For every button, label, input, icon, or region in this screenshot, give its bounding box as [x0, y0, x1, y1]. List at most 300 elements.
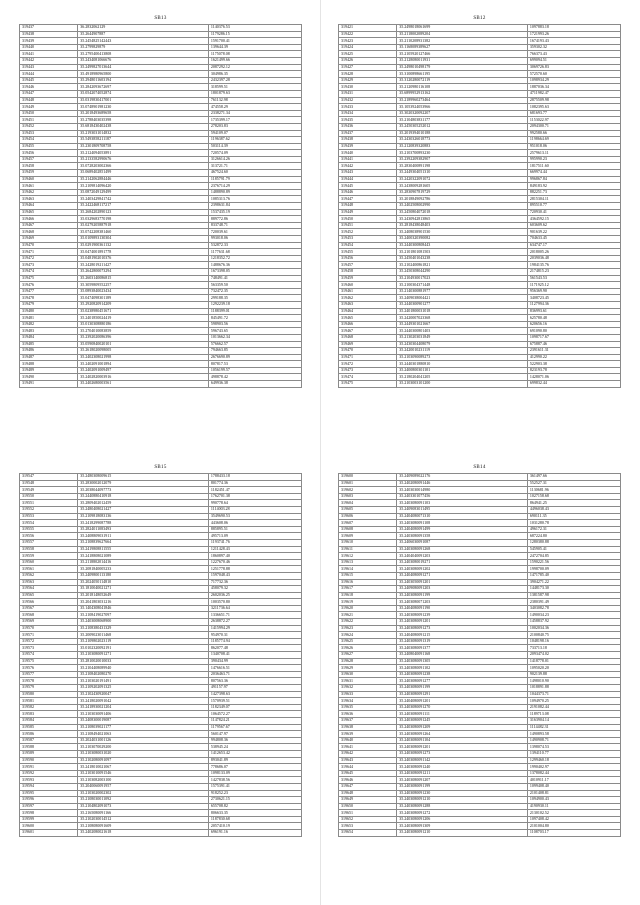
row-id-cell: 319573 — [20, 645, 78, 652]
table-row — [20, 123, 302, 130]
row-coordinate-cell: 35.2603140086815 — [78, 275, 209, 282]
row-value-cell: 1458837.92 — [527, 619, 620, 626]
row-value-cell: 1179286.15 — [208, 31, 301, 38]
table-row — [339, 506, 621, 513]
row-value-cell: 2730621.15 — [208, 797, 301, 804]
row-coordinate-cell: 35.2024050114810 — [78, 579, 209, 586]
row-coordinate-cell: 35.2403080091377 — [397, 645, 528, 652]
row-coordinate-cell: 35.2418010021067 — [78, 764, 209, 771]
table-row — [20, 315, 302, 322]
row-value-cell: 2101408.81 — [527, 790, 620, 797]
table-row — [20, 757, 302, 764]
row-value-cell: 954970.31 — [208, 632, 301, 639]
row-value-cell: 1108703.17 — [527, 830, 620, 837]
row-coordinate-cell: 35.2402080021618 — [78, 830, 209, 837]
row-value-cell: 1448173.30 — [527, 586, 620, 593]
table-row — [20, 143, 302, 150]
table-row — [20, 348, 302, 355]
row-id-cell: 319470 — [339, 348, 397, 355]
table-row — [339, 592, 621, 599]
table-row — [20, 612, 302, 619]
table-row — [339, 143, 621, 150]
row-value-cell: 1788433.18 — [208, 474, 301, 481]
row-coordinate-cell: 35.2450308044290 — [397, 268, 528, 275]
row-value-cell: 1490034.23 — [527, 612, 620, 619]
row-id-cell: 319444 — [20, 71, 78, 78]
row-coordinate-cell: 35.2408038901530 — [397, 229, 528, 236]
row-value-cell: 2579613.11 — [527, 150, 620, 157]
row-id-cell: 319645 — [339, 770, 397, 777]
table-row — [339, 803, 621, 810]
row-coordinate-cell: 35.3020320092207 — [397, 110, 528, 117]
row-value-cell: 3408723.45 — [527, 295, 620, 302]
row-coordinate-cell: 35.2404080091201 — [397, 698, 528, 705]
row-coordinate-cell: 35.2009023011468 — [78, 632, 209, 639]
table-row — [20, 150, 302, 157]
row-coordinate-cell: 35.2449304051310 — [397, 170, 528, 177]
row-id-cell: 319447 — [20, 90, 78, 97]
row-coordinate-cell: 35.2403080091210 — [397, 830, 528, 837]
row-value-cell: 807817.53 — [208, 361, 301, 368]
table-row — [339, 737, 621, 744]
row-coordinate-cell: 35.2418299087788 — [78, 520, 209, 527]
row-id-cell: 319644 — [339, 764, 397, 771]
row-id-cell: 319467 — [339, 328, 397, 335]
row-id-cell: 319488 — [20, 361, 78, 368]
row-value-cell: 412990.22 — [527, 354, 620, 361]
row-id-cell: 319446 — [20, 84, 78, 91]
row-value-cell: 833748.71 — [208, 222, 301, 229]
row-value-cell: 2130102.52 — [527, 810, 620, 817]
row-coordinate-cell: 35.2402308021998 — [78, 354, 209, 361]
table-row — [20, 474, 302, 481]
row-id-cell: 319455 — [20, 143, 78, 150]
row-value-cell: 278203.83 — [208, 123, 301, 130]
row-value-cell: 1094970.25 — [527, 698, 620, 705]
row-coordinate-cell: 35.2403080091277 — [397, 678, 528, 685]
row-coordinate-cell: 35.2104802091073 — [78, 803, 209, 810]
row-value-cell: 902139.88 — [527, 671, 620, 678]
table-row — [339, 586, 621, 593]
table-row — [339, 678, 621, 685]
row-coordinate-cell: 35.2438009281605 — [397, 183, 528, 190]
row-coordinate-cell: 35.2408809031911 — [78, 533, 209, 540]
row-value-cell: 699832.44 — [527, 381, 620, 388]
table-row — [339, 374, 621, 381]
row-value-cell: 717732.36 — [208, 579, 301, 586]
table-row — [20, 328, 302, 335]
table-row — [20, 51, 302, 58]
row-id-cell: 319441 — [339, 156, 397, 163]
row-value-cell: 2094300.71 — [527, 123, 620, 130]
row-value-cell: 1570939.51 — [208, 698, 301, 705]
row-id-cell: 319578 — [20, 678, 78, 685]
table-row — [20, 592, 302, 599]
row-coordinate-cell: 35.2418808021089 — [78, 553, 209, 560]
row-value-cell: 862077.48 — [208, 645, 301, 652]
row-id-cell: 319579 — [20, 685, 78, 692]
table-row — [20, 275, 302, 282]
row-coordinate-cell: 35.2128080011931 — [397, 57, 528, 64]
table-row — [20, 282, 302, 289]
row-value-cell: 720574.09 — [208, 150, 301, 157]
row-id-cell: 319452 — [20, 123, 78, 130]
row-value-cell: 1801879.63 — [208, 90, 301, 97]
row-value-cell: 1537435.19 — [208, 209, 301, 216]
table-row — [20, 255, 302, 262]
row-coordinate-cell: 35.2420322091072 — [397, 176, 528, 183]
row-value-cell: 2057410.19 — [208, 823, 301, 830]
row-coordinate-cell: 35.2403080091209 — [397, 724, 528, 731]
table-row — [20, 130, 302, 137]
row-value-cell: 1127994.36 — [527, 301, 620, 308]
row-value-cell: 882251.73 — [527, 189, 620, 196]
row-coordinate-cell: 35.2404080071310 — [397, 513, 528, 520]
row-coordinate-cell: 35.2101801081503 — [397, 249, 528, 256]
row-id-cell: 319478 — [20, 295, 78, 302]
row-value-cell: 359302.32 — [527, 44, 620, 51]
row-id-cell: 319422 — [339, 31, 397, 38]
row-id-cell: 319561 — [20, 566, 78, 573]
row-coordinate-cell: 35.2403080091207 — [397, 777, 528, 784]
row-id-cell: 319447 — [339, 196, 397, 203]
row-coordinate-cell: 35.2130203031849 — [397, 334, 528, 341]
row-value-cell: 675887.46 — [527, 341, 620, 348]
row-id-cell: 319446 — [339, 189, 397, 196]
row-coordinate-cell: 35.2403080091210 — [397, 797, 528, 804]
row-coordinate-cell: 35.0474098301189 — [78, 295, 209, 302]
row-coordinate-cell: 35.0319830417001 — [78, 97, 209, 104]
table-row — [20, 487, 302, 494]
table-row — [20, 493, 302, 500]
row-value-cell: 4010911.17 — [527, 777, 620, 784]
row-coordinate-cell: 35.2403080091319 — [397, 638, 528, 645]
row-coordinate-cell: 35.2428019211427 — [78, 262, 209, 269]
row-coordinate-cell: 35.2440880410918 — [78, 493, 209, 500]
row-value-cell: 522903.38 — [527, 361, 620, 368]
page-divider — [320, 0, 321, 905]
row-value-cell: 699094.51 — [527, 57, 620, 64]
row-coordinate-cell: 35.2434081066676 — [78, 57, 209, 64]
row-coordinate-cell: 35.2081840005233 — [78, 566, 209, 573]
row-id-cell: 319548 — [20, 480, 78, 487]
row-value-cell: 1098133.09 — [208, 770, 301, 777]
row-id-cell: 319608 — [339, 526, 397, 533]
table-row — [339, 242, 621, 249]
row-coordinate-cell: 35.2120980116108 — [397, 84, 528, 91]
row-id-cell: 319457 — [339, 262, 397, 269]
row-coordinate-cell: 35.2018849092786 — [397, 196, 528, 203]
row-id-cell: 319652 — [339, 816, 397, 823]
table-row — [339, 698, 621, 705]
table-row — [20, 104, 302, 111]
row-coordinate-cell: 35.2449301021667 — [397, 321, 528, 328]
table-row — [339, 38, 621, 45]
row-coordinate-cell: 35.0728203002366 — [78, 163, 209, 170]
row-value-cell: 807563.36 — [208, 678, 301, 685]
row-id-cell: 319463 — [20, 196, 78, 203]
row-value-cell: 458079.32 — [208, 586, 301, 593]
table-row — [339, 652, 621, 659]
row-coordinate-cell: 35.2403080091199 — [397, 685, 528, 692]
table-row — [339, 599, 621, 606]
table-row — [339, 354, 621, 361]
table-row — [339, 724, 621, 731]
row-id-cell: 319591 — [20, 764, 78, 771]
row-id-cell: 319601 — [20, 830, 78, 837]
row-coordinate-cell: 35.2830400891198 — [397, 163, 528, 170]
row-id-cell: 319611 — [339, 546, 397, 553]
table-row — [20, 665, 302, 672]
row-id-cell: 319465 — [339, 315, 397, 322]
row-coordinate-cell: 35.2642800073294 — [78, 268, 209, 275]
row-value-cell: 1280380.88 — [527, 539, 620, 546]
row-id-cell: 319438 — [339, 137, 397, 144]
row-coordinate-cell: 35.3120280072119 — [397, 77, 528, 84]
row-coordinate-cell: 35.2103003101200 — [397, 381, 528, 388]
table-row — [20, 77, 302, 84]
row-value-cell: 1336651.71 — [208, 612, 301, 619]
row-value-cell: 889772.86 — [208, 216, 301, 223]
table-row — [339, 361, 621, 368]
row-id-cell: 319459 — [20, 170, 78, 177]
row-value-cell: 1097883.18 — [527, 25, 620, 32]
row-value-cell: 901639.22 — [527, 229, 620, 236]
row-coordinate-cell: 35.2103080091271 — [78, 652, 209, 659]
table-row — [339, 301, 621, 308]
table-row — [339, 770, 621, 777]
row-id-cell: 319483 — [20, 328, 78, 335]
table-row — [339, 288, 621, 295]
row-id-cell: 319606 — [339, 513, 397, 520]
row-value-cell: 598903.56 — [208, 321, 301, 328]
row-coordinate-cell: 35.2142062884446 — [78, 176, 209, 183]
row-coordinate-cell: 35.2440300801403 — [397, 328, 528, 335]
table-row — [339, 520, 621, 527]
row-value-cell: 691090.80 — [527, 328, 620, 335]
row-value-cell: 3126614.26 — [208, 156, 301, 163]
row-value-cell: 1673398.05 — [208, 268, 301, 275]
row-id-cell: 319630 — [339, 671, 397, 678]
row-id-cell: 319609 — [339, 533, 397, 540]
row-id-cell: 319632 — [339, 685, 397, 692]
row-value-cell: 1044373.71 — [527, 691, 620, 698]
table-row — [20, 770, 302, 777]
row-id-cell: 319451 — [339, 222, 397, 229]
row-coordinate-cell: 35.2403080091273 — [397, 750, 528, 757]
row-id-cell: 319486 — [20, 348, 78, 355]
row-id-cell: 319604 — [339, 500, 397, 507]
table-row — [339, 744, 621, 751]
row-value-cell: 1412653.42 — [208, 750, 301, 757]
row-id-cell: 319469 — [20, 236, 78, 243]
table-row — [339, 222, 621, 229]
row-id-cell: 319620 — [339, 605, 397, 612]
row-id-cell: 319472 — [20, 255, 78, 262]
row-value-cell: 299188.35 — [208, 295, 301, 302]
table-row — [20, 526, 302, 533]
table-row — [20, 90, 302, 97]
row-value-cell: 1590221.56 — [527, 559, 620, 566]
row-coordinate-cell: 35.2403080019271 — [397, 559, 528, 566]
row-id-cell: 319653 — [339, 823, 397, 830]
row-id-cell: 319613 — [339, 559, 397, 566]
row-coordinate-cell: 35.2108494021063 — [78, 731, 209, 738]
row-value-cell: 1292239.18 — [208, 301, 301, 308]
row-value-cell: 2036463.71 — [208, 671, 301, 678]
row-value-cell: 1394110.77 — [527, 750, 620, 757]
row-id-cell: 319551 — [20, 500, 78, 507]
row-value-cell: 474558.29 — [208, 104, 301, 111]
table-row — [20, 44, 302, 51]
table-row — [20, 242, 302, 249]
row-id-cell: 319628 — [339, 658, 397, 665]
row-value-cell: 801774.36 — [208, 480, 301, 487]
row-value-cell: 139644.39 — [208, 44, 301, 51]
row-coordinate-cell: 35.2404080091499 — [397, 526, 528, 533]
row-id-cell: 319475 — [20, 275, 78, 282]
row-value-cell: 992580.66 — [527, 130, 620, 137]
table-row — [20, 632, 302, 639]
row-id-cell: 319582 — [20, 704, 78, 711]
row-value-cell: 1179567.67 — [208, 724, 301, 731]
table-row — [339, 665, 621, 672]
table-row — [20, 566, 302, 573]
row-coordinate-cell: 35.2403080091102 — [397, 665, 528, 672]
row-coordinate-cell: 35.2403080091201 — [397, 744, 528, 751]
row-id-cell: 319626 — [339, 645, 397, 652]
row-id-cell: 319421 — [339, 25, 397, 32]
row-coordinate-cell: 35.2403080091309 — [397, 823, 528, 830]
row-coordinate-cell: 35.2102030014512 — [78, 816, 209, 823]
row-value-cell: 1097408.42 — [527, 816, 620, 823]
table-row — [339, 334, 621, 341]
row-id-cell: 319633 — [339, 691, 397, 698]
table-row — [20, 71, 302, 78]
row-coordinate-cell: 35.5493858211187 — [78, 137, 209, 144]
table-row — [339, 612, 621, 619]
table-row — [20, 605, 302, 612]
row-id-cell: 319554 — [20, 520, 78, 527]
row-id-cell: 319625 — [339, 638, 397, 645]
row-id-cell: 319562 — [20, 572, 78, 579]
row-id-cell: 319585 — [20, 724, 78, 731]
table-row — [339, 51, 621, 58]
table-row — [20, 25, 302, 32]
row-id-cell: 319607 — [339, 520, 397, 527]
table-row — [20, 737, 302, 744]
row-id-cell: 319455 — [339, 249, 397, 256]
data-table — [19, 24, 302, 388]
row-id-cell: 319470 — [20, 242, 78, 249]
table-row — [20, 625, 302, 632]
row-coordinate-cell: 35.2403050091201 — [397, 579, 528, 586]
row-coordinate-cell: 35.2830907819729 — [397, 189, 528, 196]
row-id-cell: 319575 — [20, 658, 78, 665]
table-row — [339, 731, 621, 738]
table-row — [20, 222, 302, 229]
table-row — [339, 44, 621, 51]
row-value-cell: 552527.31 — [527, 480, 620, 487]
table-row — [20, 183, 302, 190]
row-id-cell: 319450 — [339, 216, 397, 223]
row-id-cell: 319564 — [20, 586, 78, 593]
row-value-cell: 1082395.63 — [527, 104, 620, 111]
row-id-cell: 319592 — [20, 770, 78, 777]
row-coordinate-cell: 35.6899952913162 — [397, 90, 528, 97]
row-value-cell: 3904271.22 — [527, 579, 620, 586]
row-id-cell: 319638 — [339, 724, 397, 731]
row-value-cell: 572570.60 — [527, 71, 620, 78]
row-value-cell: 498878.42 — [208, 374, 301, 381]
table-row — [20, 288, 302, 295]
row-id-cell: 319650 — [339, 803, 397, 810]
table-row — [339, 84, 621, 91]
table-row — [339, 176, 621, 183]
row-id-cell: 319600 — [339, 474, 397, 481]
table-row — [20, 374, 302, 381]
row-value-cell: 733713.18 — [527, 645, 620, 652]
table-row — [20, 334, 302, 341]
table-row — [339, 203, 621, 210]
table-row — [339, 658, 621, 665]
row-id-cell: 319603 — [339, 493, 397, 500]
row-value-cell: 845491.72 — [208, 315, 301, 322]
row-value-cell: 918252.23 — [208, 790, 301, 797]
row-coordinate-cell: 35.2118002089204 — [397, 31, 528, 38]
row-id-cell: 319616 — [339, 579, 397, 586]
table-row — [20, 750, 302, 757]
table-row — [339, 513, 621, 520]
row-value-cell: 2191082.44 — [527, 704, 620, 711]
row-id-cell: 319428 — [339, 71, 397, 78]
row-coordinate-cell: 35.2409089022176 — [397, 474, 528, 481]
table-row — [20, 64, 302, 71]
table-row — [339, 566, 621, 573]
row-id-cell: 319490 — [20, 374, 78, 381]
row-id-cell: 319627 — [339, 652, 397, 659]
table-row — [339, 77, 621, 84]
row-coordinate-cell: 35.0872049129499 — [78, 189, 209, 196]
row-value-cell: 895510.77 — [527, 203, 620, 210]
row-id-cell: 319560 — [20, 559, 78, 566]
row-id-cell: 319641 — [339, 744, 397, 751]
row-coordinate-cell: 35.2409038004421 — [397, 295, 528, 302]
row-id-cell: 319598 — [20, 810, 78, 817]
row-coordinate-cell: 35.0893840023434 — [78, 288, 209, 295]
row-value-cell: 1048198.16 — [527, 638, 620, 645]
row-id-cell: 319437 — [339, 130, 397, 137]
row-value-cell: 1177631.68 — [208, 249, 301, 256]
row-value-cell: 2018005.26 — [527, 249, 620, 256]
row-coordinate-cell: 35.2403080091230 — [397, 790, 528, 797]
row-id-cell: 319454 — [20, 137, 78, 144]
row-id-cell: 319439 — [339, 143, 397, 150]
row-coordinate-cell: 35.2401800031018 — [397, 308, 528, 315]
table-row — [20, 216, 302, 223]
table-panel-sb12 — [338, 13, 621, 388]
row-value-cell: 563359.50 — [208, 282, 301, 289]
row-coordinate-cell: 35.0481902010376 — [78, 255, 209, 262]
table-row — [20, 652, 302, 659]
table-row — [20, 170, 302, 177]
row-value-cell: 318599.51 — [208, 84, 301, 91]
row-value-cell: 681693.77 — [527, 110, 620, 117]
row-id-cell: 319590 — [20, 757, 78, 764]
table-row — [339, 275, 621, 282]
table-row — [339, 717, 621, 724]
row-coordinate-cell: 35.2403080091240 — [397, 764, 528, 771]
